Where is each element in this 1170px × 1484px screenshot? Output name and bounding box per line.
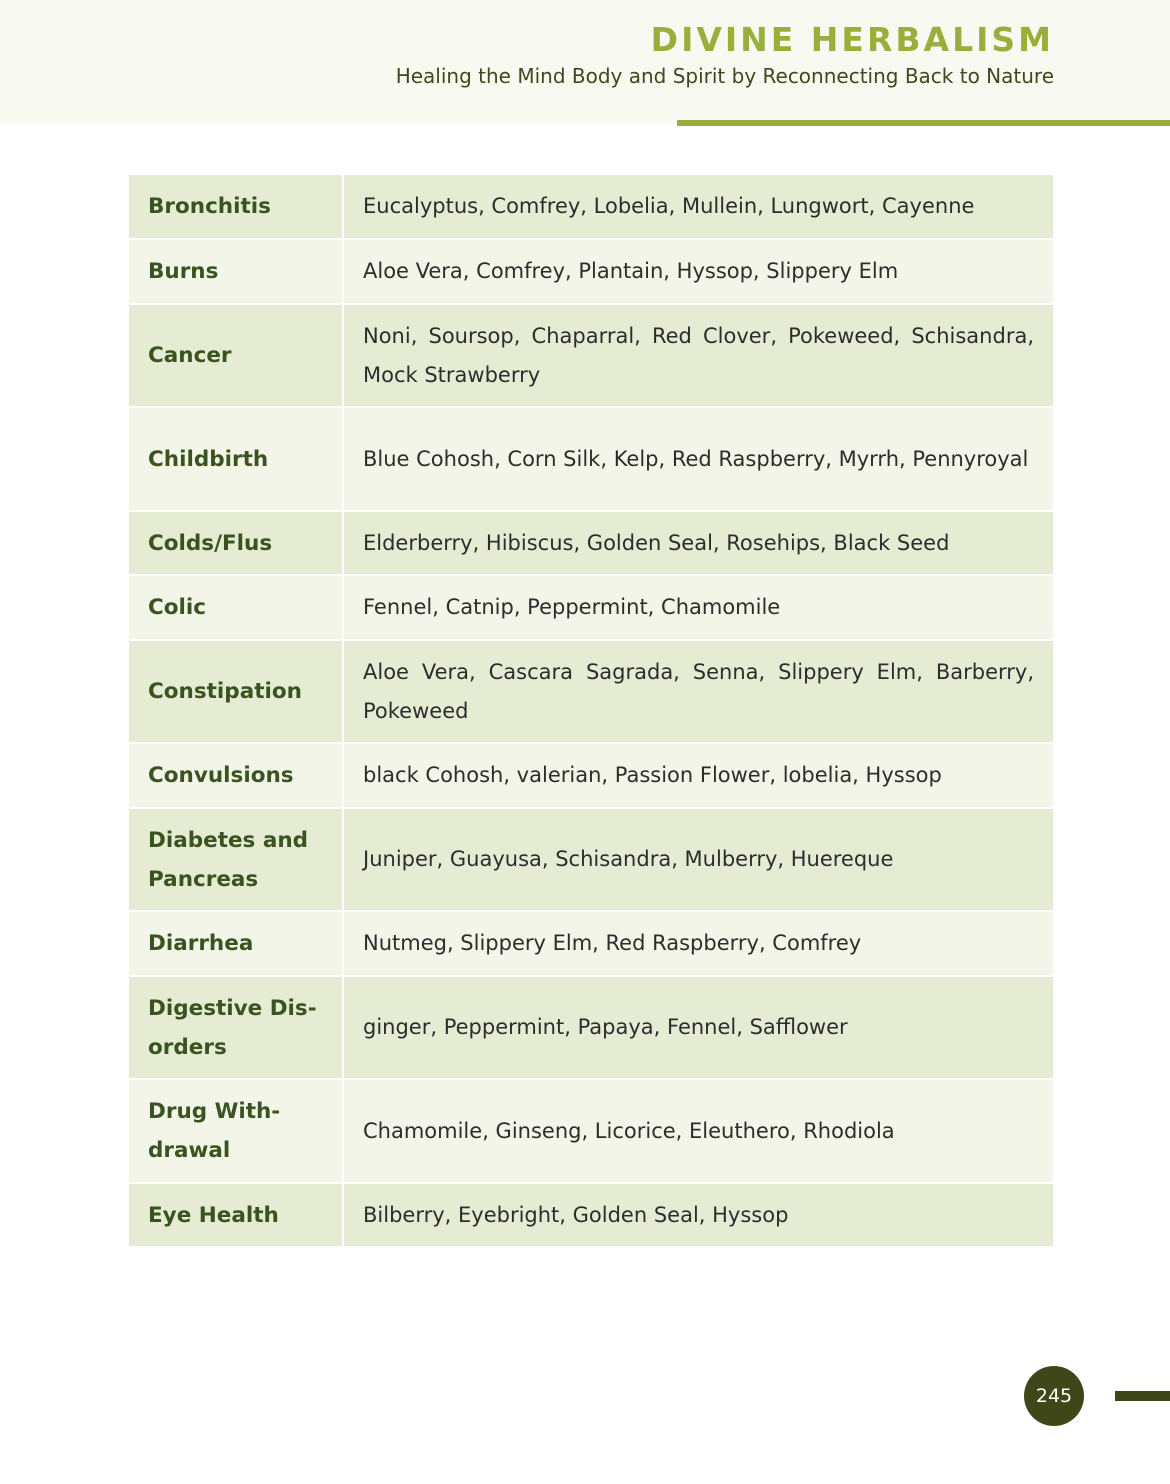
condition-cell: Bronchitis: [128, 174, 343, 239]
table-row: [128, 407, 1054, 511]
page-title: DIVINE HERBALISM: [650, 20, 1054, 59]
condition-cell: Eye Health: [128, 1183, 343, 1247]
table-row: [128, 1183, 1054, 1247]
herbs-cell: black Cohosh, valerian, Passion Flower, lobelia, Hyssop: [343, 743, 1054, 808]
header-band: [0, 0, 1170, 124]
condition-cell: Digestive Dis-orders: [128, 976, 343, 1079]
herbs-cell: Eucalyptus, Comfrey, Lobelia, Mullein, Lungwort, Cayenne: [343, 174, 1054, 239]
herbs-cell: Aloe Vera, Comfrey, Plantain, Hyssop, Slippery Elm: [343, 239, 1054, 304]
condition-cell: Drug With-drawal: [128, 1079, 343, 1183]
herbs-cell: Fennel, Catnip, Peppermint, Chamomile: [343, 575, 1054, 640]
table-row: [128, 1079, 1054, 1183]
table-row: [128, 511, 1054, 575]
page-number-badge: 245: [1024, 1366, 1084, 1426]
condition-cell: Colic: [128, 575, 343, 640]
herbs-cell: Nutmeg, Slippery Elm, Red Raspberry, Comfrey: [343, 911, 1054, 976]
table-row: [128, 743, 1054, 808]
condition-cell: Diarrhea: [128, 911, 343, 976]
table-row: [128, 808, 1054, 911]
table-row: [128, 976, 1054, 1079]
herbs-cell: Elderberry, Hibiscus, Golden Seal, Rosehips, Black Seed: [343, 511, 1054, 575]
herbs-cell: ginger, Peppermint, Papaya, Fennel, Safflower: [343, 976, 1054, 1079]
table-row: [128, 575, 1054, 640]
herbs-cell: Juniper, Guayusa, Schisandra, Mulberry, Huereque: [343, 808, 1054, 911]
condition-cell: Childbirth: [128, 407, 343, 511]
herbs-cell: Noni, Soursop, Chaparral, Red Clover, Pokeweed, Schisandra, Mock Strawberry: [343, 304, 1054, 407]
header-accent-rule: [677, 120, 1170, 126]
footer-accent-rule: [1115, 1391, 1170, 1401]
condition-cell: Colds/Flus: [128, 511, 343, 575]
table-row: [128, 174, 1054, 239]
table-row: [128, 640, 1054, 743]
table-row: [128, 239, 1054, 304]
herbs-cell: Aloe Vera, Cascara Sagrada, Senna, Slippery Elm, Barberry, Pokeweed: [343, 640, 1054, 743]
condition-cell: Convulsions: [128, 743, 343, 808]
herbs-cell: Blue Cohosh, Corn Silk, Kelp, Red Raspberry, Myrrh, Pennyroyal: [343, 407, 1054, 511]
page-subtitle: Healing the Mind Body and Spirit by Reconnecting Back to Nature: [395, 64, 1054, 88]
condition-cell: Cancer: [128, 304, 343, 407]
condition-cell: Burns: [128, 239, 343, 304]
herbs-cell: Bilberry, Eyebright, Golden Seal, Hyssop: [343, 1183, 1054, 1247]
condition-cell: Constipation: [128, 640, 343, 743]
herbs-cell: Chamomile, Ginseng, Licorice, Eleuthero, Rhodiola: [343, 1079, 1054, 1183]
herb-remedy-table: [127, 173, 1055, 1248]
table-row: [128, 304, 1054, 407]
condition-cell: Diabetes and Pancreas: [128, 808, 343, 911]
table-row: [128, 911, 1054, 976]
